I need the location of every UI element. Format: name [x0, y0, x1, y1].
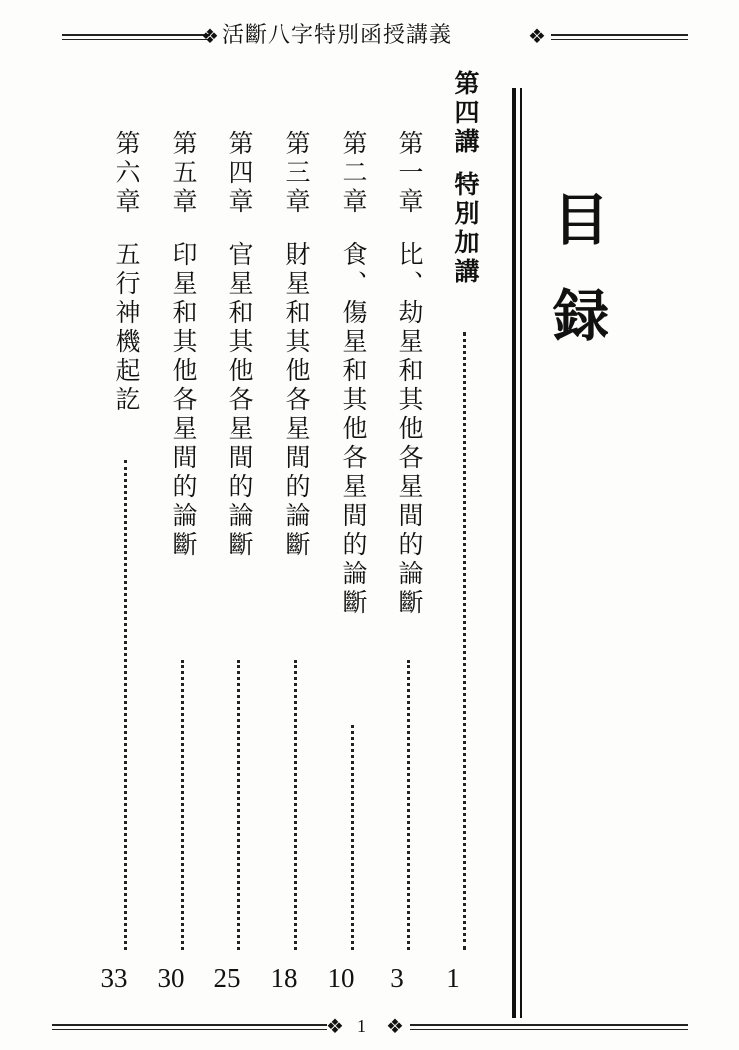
toc-entry-chapter-4	[219, 70, 259, 950]
dot-leader	[181, 660, 184, 950]
toc-entry-title: 比、劫星和其他各星間的論斷	[395, 241, 424, 618]
toc-entry-number: 第三章	[282, 130, 311, 217]
toc-entry-title: 官星和其他各星間的論斷	[225, 241, 254, 560]
toc-entry-chapter-6	[106, 70, 146, 950]
toc-entry-title: 特別加講	[451, 171, 480, 287]
toc-entry-chapter-5	[163, 70, 203, 950]
toc-entry-title: 財星和其他各星間的論斷	[282, 241, 311, 560]
footer-rule-left	[52, 1024, 327, 1026]
toc-entry-page: 3	[390, 963, 404, 993]
toc-entry-chapter-3	[276, 70, 316, 950]
header-ornament-left-icon: ❖	[201, 24, 219, 48]
toc-heading: 目録	[544, 190, 609, 382]
toc-entry-chapter-2	[333, 70, 373, 950]
dot-leader	[463, 332, 466, 950]
toc-entry-chapter-1	[389, 70, 429, 950]
toc-entry-number: 第一章	[395, 130, 424, 217]
dot-leader	[351, 725, 354, 950]
dot-leader	[124, 460, 127, 950]
header-rule-left	[62, 34, 210, 36]
footer-page-number: 1	[357, 1016, 366, 1036]
toc-entry-title: 五行神機起訖	[112, 241, 141, 415]
vertical-divider-thick	[512, 88, 516, 1018]
toc-entry-title: 印星和其他各星間的論斷	[169, 241, 198, 560]
toc-entry-number: 第六章	[112, 130, 141, 217]
footer-rule-right	[410, 1024, 688, 1026]
header-ornament-right-icon: ❖	[528, 24, 546, 48]
dot-leader	[237, 660, 240, 950]
vertical-divider-thin	[520, 88, 522, 1018]
dot-leader	[294, 660, 297, 950]
toc-entry-page: 18	[270, 963, 298, 993]
toc-entry-title: 食、傷星和其他各星間的論斷	[339, 241, 368, 618]
header-rule-right	[551, 34, 688, 36]
footer-ornament-right-icon: ❖	[386, 1014, 404, 1038]
toc-entry-lecture	[445, 70, 485, 950]
toc-entry-page: 25	[213, 963, 241, 993]
toc-entry-page: 1	[446, 963, 460, 993]
header-title: 活斷八字特別函授講義	[222, 23, 453, 48]
dot-leader	[407, 660, 410, 950]
toc-entry-number: 第四章	[225, 130, 254, 217]
toc-entry-page: 10	[327, 963, 355, 993]
toc-entry-page: 33	[100, 963, 128, 993]
toc-entry-number: 第二章	[339, 130, 368, 217]
footer-ornament-left-icon: ❖	[326, 1014, 344, 1038]
toc-entry-number: 第五章	[169, 130, 198, 217]
toc-entry-number: 第四講	[451, 70, 480, 157]
toc-entry-page: 30	[157, 963, 185, 993]
